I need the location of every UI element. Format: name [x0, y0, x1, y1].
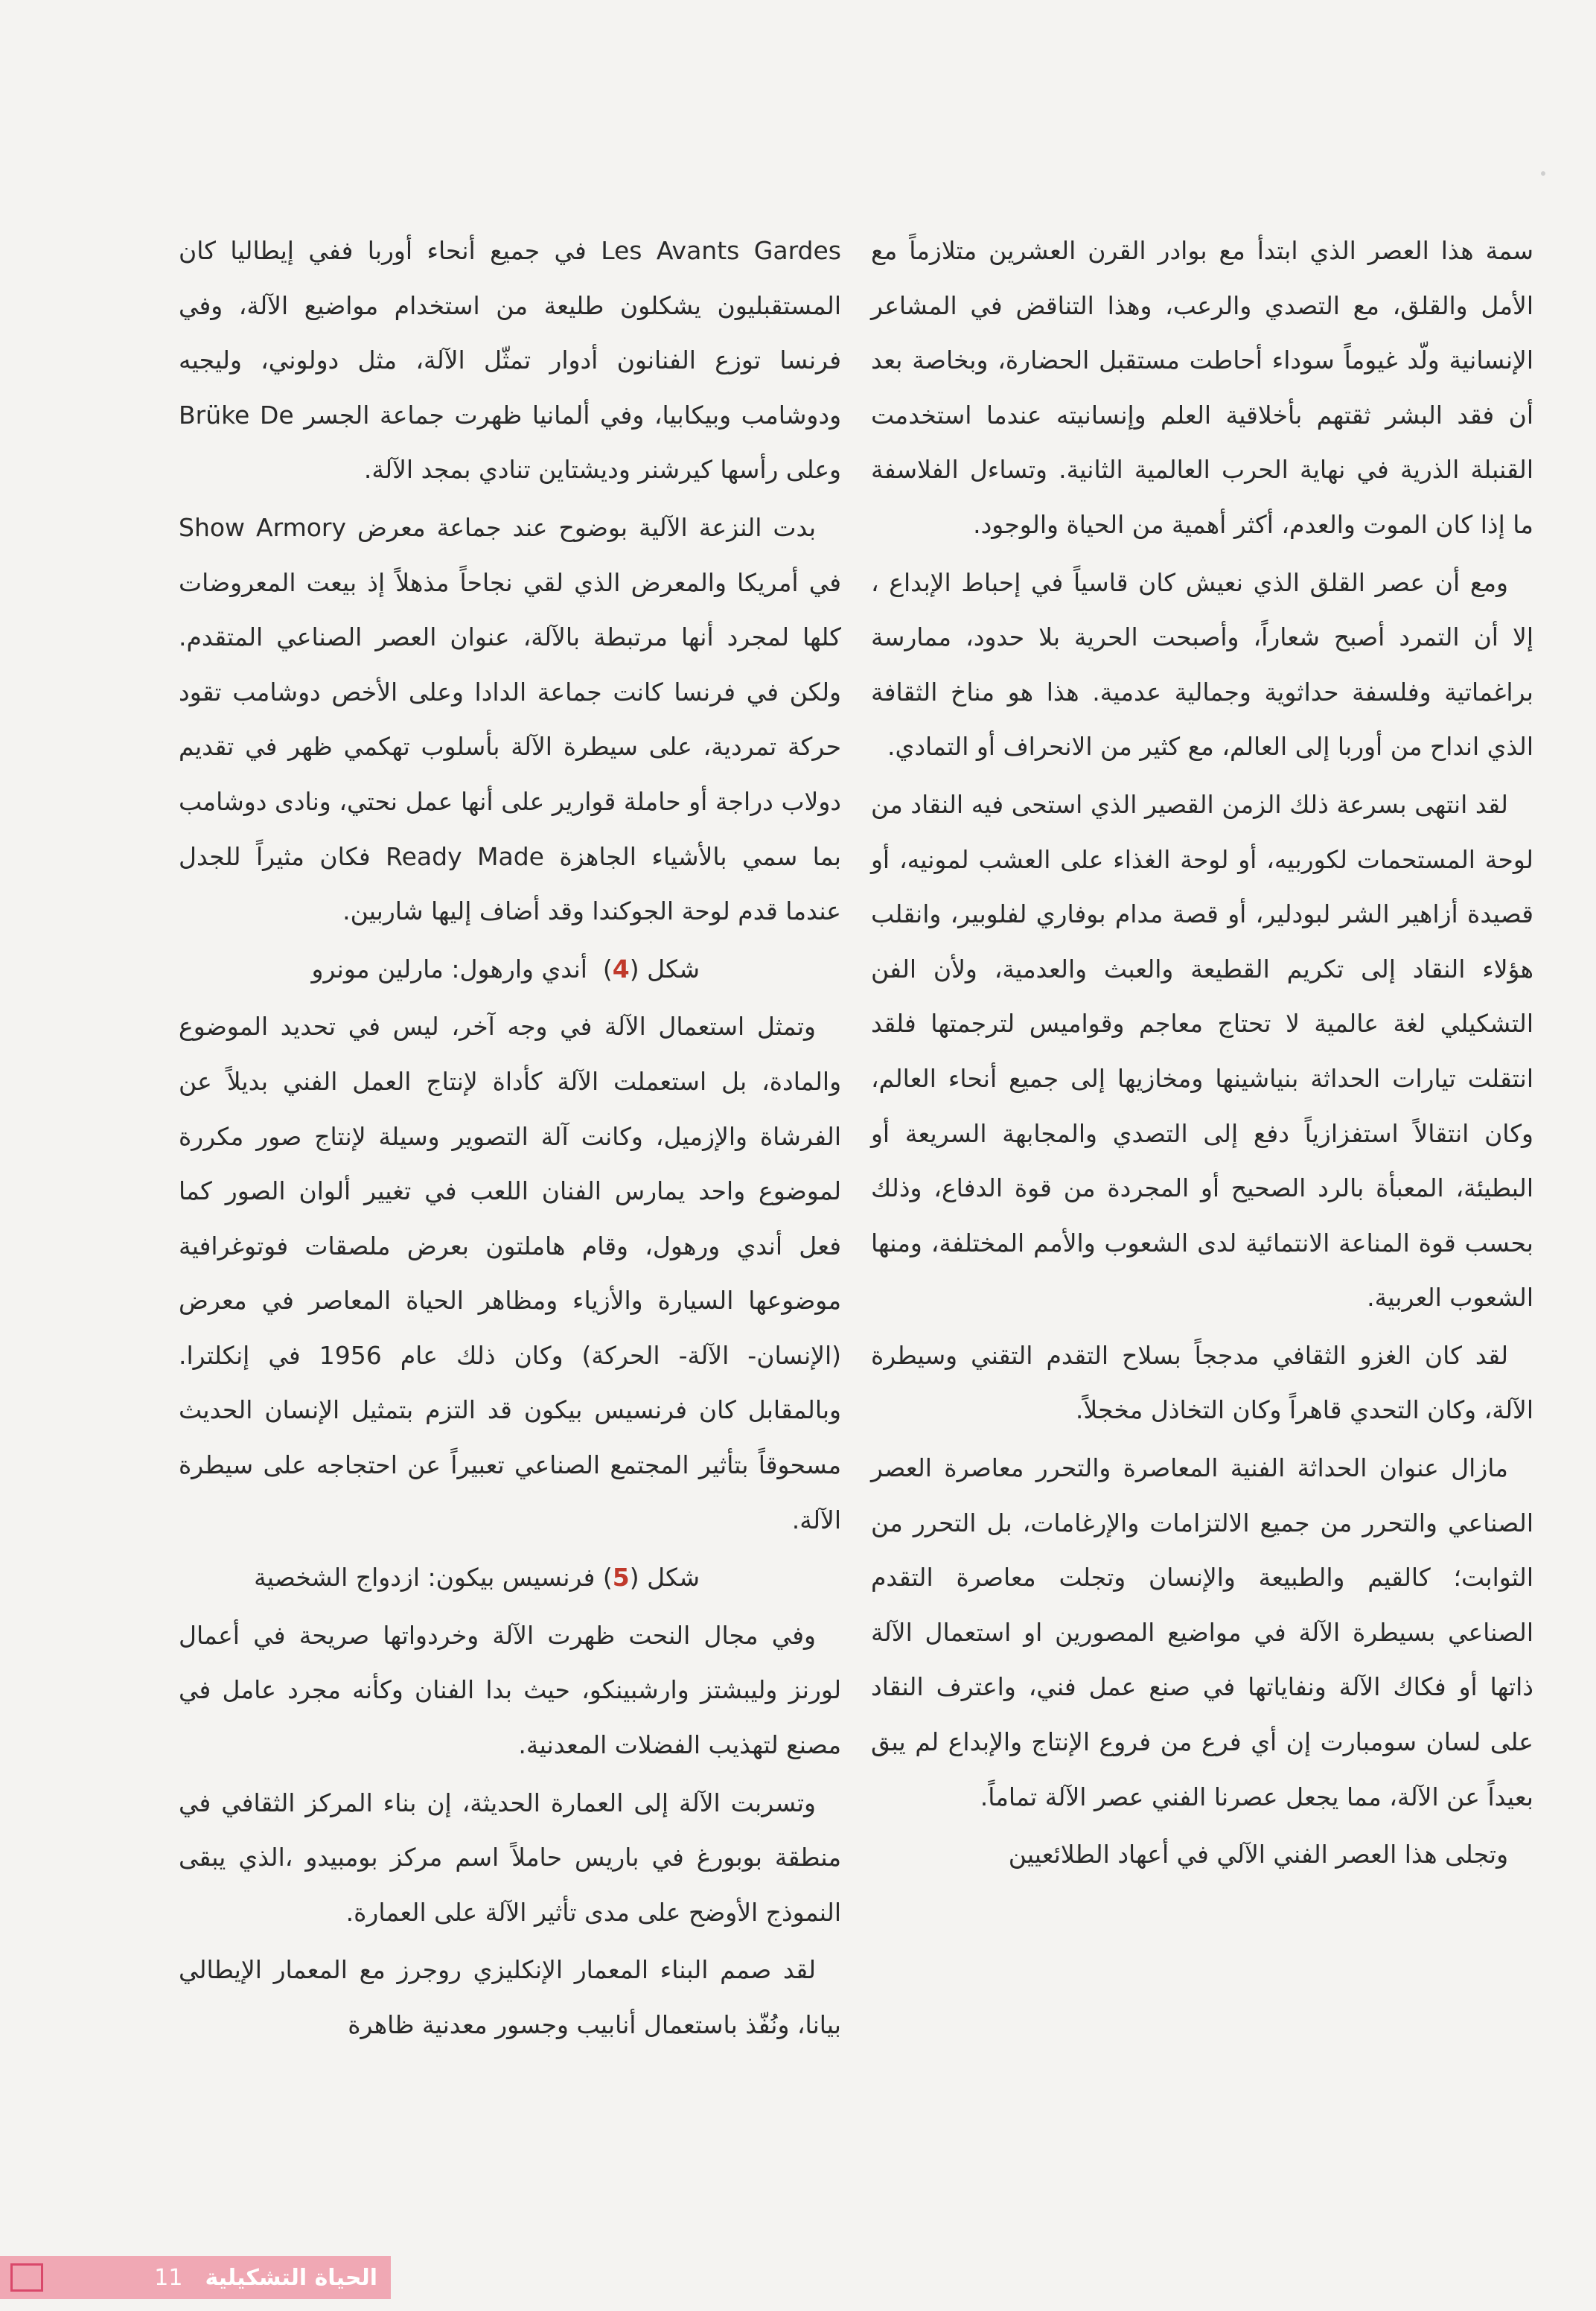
- figure-caption-text: أندي وارهول: مارلين مونرو: [311, 954, 587, 984]
- magazine-logo-icon: [10, 2263, 43, 2292]
- paragraph: لقد كان الغزو الثقافي مدججاً بسلاح التقدم التقني وسيطرة الآلة، وكان التحدي قاهراً وكان التخاذل مخجلاً.: [871, 1340, 1533, 1425]
- paragraph: لقد صمم البناء المعمار الإنكليزي روجرز مع المعمار الإيطالي بيانا، ونُفّذ باستعمال أنابيب وجسور معدنية ظاهرة: [179, 1955, 841, 2039]
- figure-label: شكل (: [629, 1563, 700, 1593]
- paragraph: وتمثل استعمال الآلة في وجه آخر، ليس في تحديد الموضوع والمادة، بل استعملت الآلة كأداة لإنتاج العمل الفني بديلاً عن الفرشاة والإزميل، وكانت آلة التصوير وسيلة لإنتاج صور مكررة لموضوع واحد يمارس الفنان اللعب في تغيير ألوان الصور كما فعل أندي ورهول، وقام هاملتون بعرض ملصقات فوتوغرافية موضوعها السيارة والأزياء ومظاهر الحياة المعاصر في معرض (الإنسان- الآلة- الحركة) وكان ذلك عام 1956 في إنكلترا. وبالمقابل كان فرنسيس بيكون قد التزم بتمثيل الإنسان الحديث مسحوقاً بتأثير المجتمع الصناعي تعبيراً عن احتجاجه على سيطرة الآلة.: [179, 1012, 841, 1534]
- magazine-title: الحياة التشكيلية: [205, 2264, 377, 2291]
- paragraph: وفي مجال النحت ظهرت الآلة وخردواتها صريحة في أعمال لورنز وليبشتز وارشبينكو، حيث بدا الفنان وكأنه مجرد عامل في مصنع لتهذيب الفضلات المعدنية.: [179, 1620, 841, 1760]
- figure-label: ): [602, 954, 613, 984]
- page-footer: [0, 2256, 391, 2299]
- figure-caption-text: فرنسيس بيكون: ازدواج الشخصية: [254, 1563, 596, 1593]
- figure-caption-4: [179, 942, 841, 997]
- paragraph: سمة هذا العصر الذي ابتدأ مع بوادر القرن العشرين متلازماً مع الأمل والقلق، مع التصدي والرعب، وهذا التناقض في المشاعر الإنسانية ولّد غيوماً سوداء أحاطت مستقبل الحضارة، وبخاصة بعد أن فقد البشر ثقتهم بأخلاقية العلم وإنسانيته عندما استخدمت القنبلة الذرية في نهاية الحرب العالمية الثانية. وتساءل الفلاسفة ما إذا كان الموت والعدم، أكثر أهمية من الحياة والوجود.: [871, 236, 1533, 539]
- corner-mark: [1541, 171, 1545, 176]
- paragraph: وتسربت الآلة إلى العمارة الحديثة، إن بناء المركز الثقافي في منطقة بوبورغ في باريس حاملاً اسم مركز بومبيدو ،الذي يبقى النموذج الأوضح على مدى تأثير الآلة على العمارة.: [179, 1788, 841, 1927]
- left-column: [179, 223, 841, 2056]
- footer-content: [0, 2265, 391, 2291]
- paragraph: مازال عنوان الحداثة الفنية المعاصرة والتحرر معاصرة العصر الصناعي والتحرر من جميع الالتزامات والإرغامات، بل التحرر من الثوابت؛ كالقيم والطبيعة والإنسان وتجلت معاصرة التقدم الصناعي بسيطرة الآلة في مواضيع المصورين او استعمال الآلة ذاتها أو فكاك الآلة ونفاياتها في صنع عمل فني، واعترف النقاد على لسان سومبارت إن أي فرع من فروع الإنتاج والإبداع لم يبق بعيداً عن الآلة، مما يجعل عصرنا الفني عصر الآلة تماماً.: [871, 1453, 1533, 1811]
- figure-number: 5: [612, 1563, 630, 1593]
- paragraph: بدت النزعة الآلية بوضوح عند جماعة معرض Show Armory في أمريكا والمعرض الذي لقي نجاحاً مذهلاً إذ بيعت المعروضات كلها لمجرد أنها مرتبطة بالآلة، عنوان العصر الصناعي المتقدم. ولكن في فرنسا كانت جماعة الدادا وعلى الأخص دوشامب تقود حركة تمردية، على سيطرة الآلة بأسلوب تهكمي ظهر في تقديم دولاب دراجة أو حاملة قوارير على أنها عمل نحتي، ونادى دوشامب بما سمي بالأشياء الجاهزة Ready Made فكان مثيراً للجدل عندما قدم لوحة الجوكندا وقد أضاف إليها شاربين.: [179, 512, 841, 926]
- figure-number: 4: [612, 954, 630, 984]
- paragraph: ومع أن عصر القلق الذي نعيش كان قاسياً في إحباط الإبداع ، إلا أن التمرد أصبح شعاراً، وأصبحت الحرية بلا حدود، ممارسة براغماتية وفلسفة حداثوية وجمالية عدمية. هذا هو مناخ الثقافة الذي انداح من أوربا إلى العالم، مع كثير من الانحراف أو التمادي.: [871, 567, 1533, 762]
- page-number: 11: [154, 2264, 183, 2291]
- figure-label: شكل (: [629, 954, 700, 984]
- paragraph: لقد انتهى بسرعة ذلك الزمن القصير الذي استحى فيه النقاد من لوحة المستحمات لكوربيه، أو لوحة الغذاء على العشب لمونيه، أو قصيدة أزاهير الشر لبودلير، أو قصة مدام بوفاري لفلوبير، وانقلب هؤلاء النقاد إلى تكريم القطيعة والعبث والعدمية، ولأن الفن التشكيلي لغة عالمية لا تحتاج معاجم وقواميس لترجمتها فلقد انتقلت تيارات الحداثة بنياشينها ومخازيها إلى جميع أنحاء العالم، وكان انتقالاً استفزازياً دفع إلى التصدي والمجابهة السريعة أو البطيئة، المعبأة بالرد الصحيح أو المجردة من قوة الدفاع، وذلك بحسب قوة المناعة الانتمائية لدى الشعوب والأمم المختلفة، ومنها الشعوب العربية.: [871, 789, 1533, 1313]
- paragraph: وتجلى هذا العصر الفني الآلي في أعهاد الطلائعيين: [1008, 1840, 1508, 1869]
- figure-label: ): [602, 1563, 613, 1593]
- figure-caption-5: [179, 1550, 841, 1605]
- paragraph: Les Avants Gardes في جميع أنحاء أوربا ففي إيطاليا كان المستقبليون يشكلون طليعة من استخدام مواضيع الآلة، وفي فرنسا توزع الفنانون أدوار تمثّل الآلة، مثل دولوني، وليجيه ودوشامب وبيكابيا، وفي ألمانيا ظهرت جماعة الجسر Brüke De وعلى رأسها كيرشنر وديشتاين تنادي بمجد الآلة.: [179, 236, 842, 485]
- right-column: [871, 223, 1533, 1885]
